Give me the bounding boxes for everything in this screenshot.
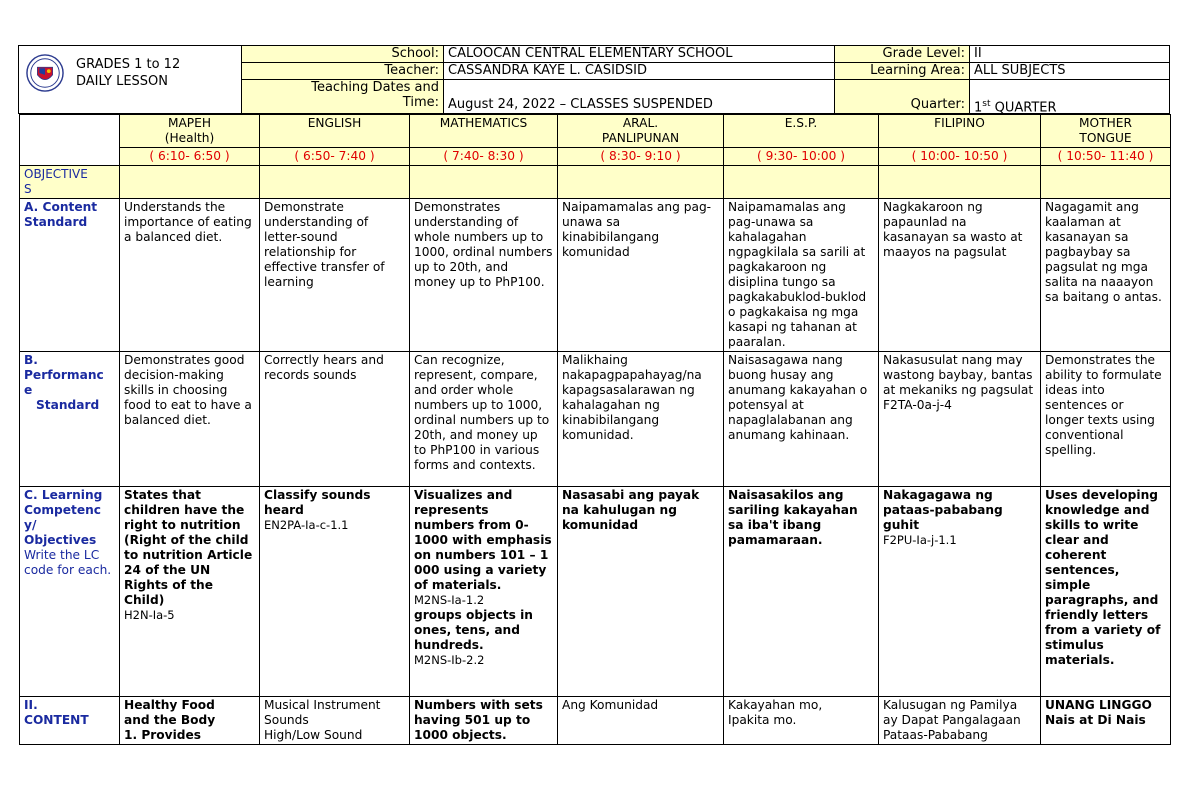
performance-standard-cell: Naisasagawa nang buong husay ang anumang kakayahan o potensyal at napaglalabanan ang anumang kahinaan. xyxy=(724,352,879,487)
content-line: Nais at Di Nais xyxy=(1045,713,1146,727)
content-line: 1000 objects. xyxy=(414,728,507,742)
teacher-label: Teacher: xyxy=(241,62,444,80)
competency-text: Nakagagawa ng pataas-pababang guhit xyxy=(883,488,1003,532)
lc-code-2: M2NS-Ib-2.2 xyxy=(414,653,485,667)
subject-mother-tongue xyxy=(1041,115,1171,148)
performance-standard-label-4: Standard xyxy=(36,398,100,412)
school-label: School: xyxy=(241,45,444,63)
competency-text: States that children have the right to nutrition (Right of the child to nutrition Article 24 of the UN Rights of the Child) xyxy=(124,488,253,607)
subject-name-2: PANLIPUNAN xyxy=(601,131,680,145)
performance-standard-cell: Demonstrates good decision-making skills in choosing food to eat to have a balanced diet. xyxy=(120,352,260,487)
logo-line-2: DAILY LESSON xyxy=(76,74,169,89)
content-cell xyxy=(558,697,724,745)
learning-competency-note: Write the LC code for each. xyxy=(24,548,112,577)
content-cell xyxy=(260,697,410,745)
subject-name: FILIPINO xyxy=(934,116,985,130)
learning-competency-cell xyxy=(724,487,879,697)
content-standard-row xyxy=(20,199,1171,352)
objectives-row xyxy=(20,166,1171,199)
performance-standard-text: Nakasusulat nang may wastong baybay, bantas at mekaniks ng pagsulat xyxy=(883,353,1034,397)
learning-competency-cell xyxy=(410,487,558,697)
learning-competency-cell xyxy=(1041,487,1171,697)
content-line: ay Dapat Pangalagaan xyxy=(883,713,1021,727)
objectives-cell xyxy=(260,166,410,199)
content-standard-cell: Nagagamit ang kaalaman at kasanayan sa pagbaybay sa pagsulat ng mga salita na naaayon sa baitang o antas. xyxy=(1041,199,1171,352)
objectives-cell xyxy=(120,166,260,199)
lc-code: F2PU-Ia-j-1.1 xyxy=(883,533,957,547)
content-line: Musical Instrument xyxy=(264,698,381,712)
content-label-2: CONTENT xyxy=(24,713,89,727)
content-line: Healthy Food xyxy=(124,698,215,712)
subject-name: ENGLISH xyxy=(307,116,362,130)
content-standard-cell: Understands the importance of eating a balanced diet. xyxy=(120,199,260,352)
learning-area-label: Learning Area: xyxy=(834,62,970,80)
learning-competency-cell xyxy=(558,487,724,697)
objectives-label-1: OBJECTIVE xyxy=(24,167,88,181)
content-standard-cell: Demonstrates understanding of whole numbers up to 1000, ordinal numbers up to 20th, and money up to PhP100. xyxy=(410,199,558,352)
content-label-1: II. xyxy=(24,698,38,712)
teaching-dates-label xyxy=(241,79,444,114)
deped-seal-icon xyxy=(26,54,64,92)
logo-text xyxy=(76,56,180,90)
subject-aral-panlipunan xyxy=(558,115,724,148)
learning-competency-label-1: C. Learning xyxy=(24,488,103,502)
subject-name: ARAL. xyxy=(622,116,659,130)
quarter-suffix: st xyxy=(982,99,991,109)
performance-standard-row xyxy=(20,352,1171,487)
quarter-text: QUARTER xyxy=(990,100,1057,114)
content-standard-cell: Nagkakaroon ng papaunlad na kasanayan sa wasto at maayos na pagsulat xyxy=(879,199,1041,352)
learning-competency-label-4: Objectives xyxy=(24,533,97,547)
lc-code: EN2PA-Ia-c-1.1 xyxy=(264,518,349,532)
lesson-header xyxy=(18,45,1170,114)
subject-name: MOTHER xyxy=(1079,116,1132,130)
subject-name: E.S.P. xyxy=(784,116,818,130)
time-slot: ( 6:10- 6:50 ) xyxy=(120,148,260,166)
competency-text: Naisasakilos ang sariling kakayahan sa iba't ibang pamamaraan. xyxy=(728,488,858,547)
performance-standard-cell: Correctly hears and records sounds xyxy=(260,352,410,487)
learning-competency-label-3: y/ xyxy=(24,518,37,532)
quarter-value xyxy=(969,79,1170,114)
competency-text: Nasasabi ang payak na kahulugan ng komunidad xyxy=(562,488,700,532)
competency-text: Uses developing knowledge and skills to write clear and coherent sentences, simple paragraphs, and friendly letters from a variety of stimulus materials. xyxy=(1045,488,1161,667)
learning-competency-cell xyxy=(260,487,410,697)
time-slot: ( 10:00- 10:50 ) xyxy=(879,148,1041,166)
content-line: Sounds xyxy=(264,713,309,727)
subject-filipino xyxy=(879,115,1041,148)
objectives-label xyxy=(20,166,120,199)
lc-code: M2NS-Ia-1.2 xyxy=(414,593,485,607)
content-standard-cell: Naipamamalas ang pag-unawa sa kahalagahan ngpagkilala sa sarili at pagkakaroon ng disiplina tungo sa pagkakabuklod-buklod o pagkakaisa ng mga kasapi ng tahanan at paaralan. xyxy=(724,199,879,352)
objectives-cell xyxy=(558,166,724,199)
content-line: Kalusugan ng Pamilya xyxy=(883,698,1018,712)
content-label xyxy=(20,697,120,745)
content-cell xyxy=(879,697,1041,745)
learning-competency-label-2: Competenc xyxy=(24,503,101,517)
performance-standard-label-3: e xyxy=(24,383,33,397)
teacher-value: CASSANDRA KAYE L. CASIDSID xyxy=(443,62,835,80)
logo-line-1: GRADES 1 to 12 xyxy=(76,57,181,72)
quarter-number: 1 xyxy=(974,100,983,114)
content-line: having 501 up to xyxy=(414,713,531,727)
school-value: CALOOCAN CENTRAL ELEMENTARY SCHOOL xyxy=(443,45,835,63)
subject-name: MAPEH xyxy=(167,116,212,130)
performance-standard-label-1: B. xyxy=(24,353,38,367)
performance-standard-cell: Demonstrates the ability to formulate ideas into sentences or longer texts using conventional spelling. xyxy=(1041,352,1171,487)
content-line: Ang Komunidad xyxy=(562,698,659,712)
subject-mathematics xyxy=(410,115,558,148)
content-row xyxy=(20,697,1171,745)
teaching-dates-value: August 24, 2022 – CLASSES SUSPENDED xyxy=(443,79,835,114)
content-standard-cell: Naipamamalas ang pag-unawa sa kinabibilangang komunidad xyxy=(558,199,724,352)
subject-name-2: (Health) xyxy=(164,131,215,145)
competency-text-2: groups objects in ones, tens, and hundreds. xyxy=(414,608,533,652)
content-line: Ipakita mo. xyxy=(728,713,797,727)
subject-header-row xyxy=(20,115,1171,148)
content-line: 1. Provides xyxy=(124,728,202,742)
time-slot: ( 6:50- 7:40 ) xyxy=(260,148,410,166)
time-slot: ( 8:30- 9:10 ) xyxy=(558,148,724,166)
content-cell xyxy=(724,697,879,745)
content-standard-label-2: Standard xyxy=(24,215,88,229)
subject-mapeh xyxy=(120,115,260,148)
time-row xyxy=(20,148,1171,166)
performance-standard-cell xyxy=(879,352,1041,487)
lc-code: H2N-Ia-5 xyxy=(124,608,175,622)
subject-esp xyxy=(724,115,879,148)
content-standard-label xyxy=(20,199,120,352)
objectives-cell xyxy=(410,166,558,199)
teaching-dates-label-2: Time: xyxy=(402,95,439,110)
learning-competency-label xyxy=(20,487,120,697)
content-line: Kakayahan mo, xyxy=(728,698,823,712)
lc-code: F2TA-0a-j-4 xyxy=(883,398,952,412)
objectives-label-2: S xyxy=(24,182,32,196)
quarter-label: Quarter: xyxy=(834,79,970,114)
objectives-cell xyxy=(879,166,1041,199)
content-line: and the Body xyxy=(124,713,216,727)
performance-standard-cell: Can recognize, represent, compare, and order whole numbers up to 1000, ordinal numbers up to 20th, and money up to PhP100 in various forms and contexts. xyxy=(410,352,558,487)
teaching-dates-label-1: Teaching Dates and xyxy=(311,80,439,95)
subject-english xyxy=(260,115,410,148)
subject-name: MATHEMATICS xyxy=(439,116,528,130)
content-standard-cell: Demonstrate understanding of letter-sound relationship for effective transfer of learning xyxy=(260,199,410,352)
lesson-table xyxy=(19,114,1171,745)
time-slot: ( 7:40- 8:30 ) xyxy=(410,148,558,166)
performance-standard-label-2: Performanc xyxy=(24,368,104,382)
content-line: High/Low Sound xyxy=(264,728,363,742)
learning-competency-cell xyxy=(120,487,260,697)
subject-name-2: TONGUE xyxy=(1079,131,1132,145)
learning-area-value: ALL SUBJECTS xyxy=(969,62,1170,80)
content-standard-label-1: A. Content xyxy=(24,200,98,214)
performance-standard-cell: Malikhaing nakapagpapahayag/na kapagsasalarawan ng kahalagahan ng kinabibilangang komunidad. xyxy=(558,352,724,487)
learning-competency-cell xyxy=(879,487,1041,697)
objectives-cell xyxy=(724,166,879,199)
content-cell xyxy=(120,697,260,745)
content-line: UNANG LINGGO xyxy=(1045,698,1152,712)
content-line: Numbers with sets xyxy=(414,698,543,712)
corner-cell xyxy=(20,115,120,166)
learning-competency-row xyxy=(20,487,1171,697)
competency-text: Visualizes and represents numbers from 0-1000 with emphasis on numbers 101 – 1 000 using a variety of materials. xyxy=(414,488,552,592)
time-slot: ( 10:50- 11:40 ) xyxy=(1041,148,1171,166)
performance-standard-label xyxy=(20,352,120,487)
grade-level-label: Grade Level: xyxy=(834,45,970,63)
logo-box xyxy=(18,45,242,114)
time-slot: ( 9:30- 10:00 ) xyxy=(724,148,879,166)
competency-text: Classify sounds heard xyxy=(264,488,371,517)
grade-level-value: II xyxy=(969,45,1170,63)
content-line: Pataas-Pababang xyxy=(883,728,988,742)
content-cell xyxy=(410,697,558,745)
content-cell xyxy=(1041,697,1171,745)
objectives-cell xyxy=(1041,166,1171,199)
